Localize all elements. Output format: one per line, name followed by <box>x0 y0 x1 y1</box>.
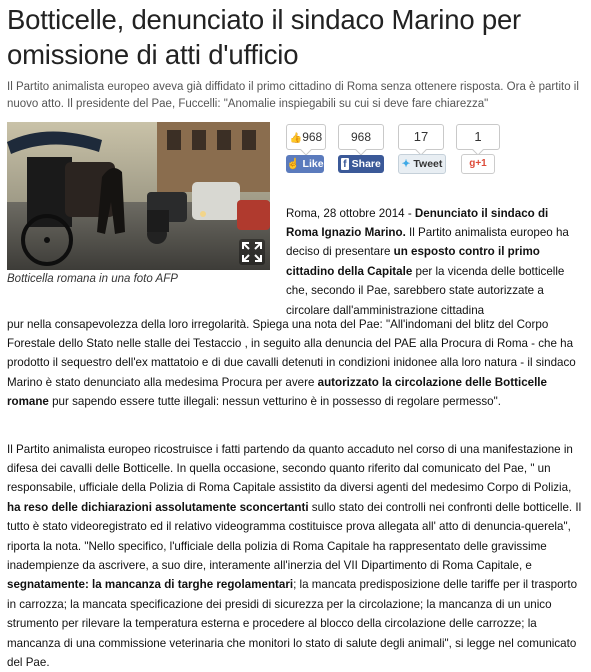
gplus-button[interactable]: g+1 <box>461 154 495 174</box>
twitter-bird-icon: ✦ <box>401 158 411 170</box>
like-button[interactable]: ☝ Like <box>286 155 324 173</box>
article-headline: Botticelle, denunciato il sindaco Marino per omissione di atti d'ufficio <box>7 4 521 70</box>
article-lead-continuation: pur nella consapevolezza della loro irregolarità. Spiega una nota del Pae: "All'indomani del blitz del Corpo Forestale dello Stato nelle stalle dei Testaccio , in seguito alla denuncia del PAE alla Procura di Roma - che ha prodotto il sequestro dell'ex mattatoio e di due cavalli detenuti in condizioni inidonee alla loro natura - il sindaco Marino è stato denunciato alla medesima Procura per avere autorizzato la circolazione delle Botticelle romane pur sapendo essere tutte illegali: nessun vetturino è in possesso di regolare permesso". <box>7 317 576 409</box>
google-plus-widget[interactable] <box>456 124 500 174</box>
tweet-count-box: 17 <box>398 124 444 150</box>
article-body-paragraph: Il Partito animalista europeo ricostruisce i fatti partendo da quanto accaduto nel corso di una manifestazione in difesa dei cavalli delle Botticelle. In quella occasione, secondo quanto riferito dal comunicato del Pae, " un responsabile, ufficiale della Polizia di Roma Capitale assistito da diversi agenti del medesimo Corpo di Polizia, ha reso delle dichiarazioni assolutamente sconcertanti sullo stato dei controlli nei confronti delle botticelle. Il tutto è stato videoregistrato ed il relativo videogramma costituisce prova allegata all' atto di denuncia-querela", riporta la nota. "Nello specifico, l'ufficiale della polizia di Roma Capitale ha rappresentato delle gravissime inadempienze da ascrivere, a suo dire, interamente all'inerzia del VII Dipartimento di Roma Capitale, e segnatamente: la mancanza di targhe regolamentari; la mancata predisposizione delle tariffe per il trasporto in carrozza; la mancata specificazione dei presidi di sicurezza per la circolazione; la mancanza di un unico strumento per rilevare la temperatura esterna e procedere al blocco della circolazione delle carrozze; la mancanza di una commissione veterinaria che monitori lo stato di salute degli animali", si legge nel comunicato del Pae. <box>7 442 582 670</box>
facebook-share-widget[interactable] <box>338 124 384 174</box>
expand-icon <box>239 239 265 265</box>
twitter-widget[interactable] <box>398 124 444 174</box>
share-button[interactable]: f Share <box>338 155 384 173</box>
like-count-box: 👍968 <box>286 124 326 150</box>
facebook-like-widget[interactable] <box>286 124 326 174</box>
article-subheadline: Il Partito animalista europeo aveva già diffidato il primo cittadino di Roma senza ottenere risposta. Ora è partito il nuovo atto. Il presidente del Pae, Fuccelli: "Anomalie inspiegabili su cui si deve fare chiarezza" <box>7 81 579 110</box>
thumbs-up-icon: 👍 <box>289 133 303 144</box>
facebook-icon: f <box>343 158 347 170</box>
carriage-photo-image <box>7 122 270 270</box>
google-plus-icon: g <box>469 158 476 169</box>
article-lead-paragraph: Roma, 28 ottobre 2014 - Denunciato il sindaco di Roma Ignazio Marino. Il Partito animalista europeo ha deciso di presentare un esposto contro il primo cittadino della Capitale per la vicenda delle botticelle che, secondo il Pae, sarebbero state autorizzate a circolare dall'amministrazione cittadina <box>286 206 569 317</box>
thumbs-up-icon: ☝ <box>286 158 300 170</box>
share-count-box: 968 <box>338 124 384 150</box>
tweet-button[interactable]: ✦ Tweet <box>398 154 446 174</box>
photo-caption: Botticella romana in una foto AFP <box>7 273 178 285</box>
expand-photo-button[interactable] <box>239 239 265 265</box>
article-photo[interactable] <box>7 122 270 270</box>
gplus-count-box: 1 <box>456 124 500 150</box>
